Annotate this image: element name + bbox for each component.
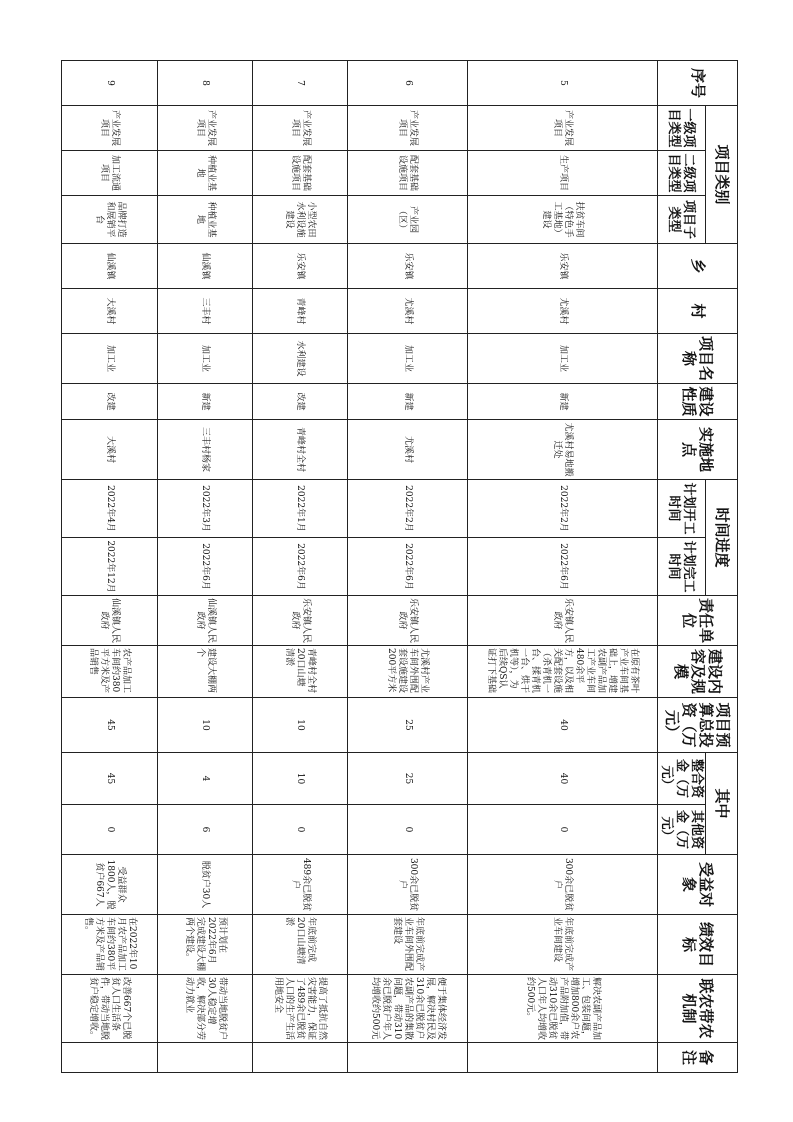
header-subtype: 项目子类型 [658,196,706,244]
cell-content: 在原有茶叶产业车间基础上，增建农副产品加工产业车间480余平方，以及相关配套设施（杀青机一台、揉青机一台、烘干机等），为后续QS认证打下基础 [468,646,658,698]
cell-mechanism: 改善667个已脱贫人口生活条件，带动当地脱贫户稳定增收。 [62,975,158,1043]
cell-township: 乐安镇 [468,244,658,289]
cell-level1: 产业发展项目 [348,106,468,151]
cell-beneficiary: 受益群众1800人，脱贫户667人 [62,855,158,915]
table-row [348,61,468,1073]
cell-build-nature: 新建 [468,384,658,420]
cell-mechanism: 提高了抵抗自然灾害能力，保证了489余已脱贫人口的生产生活用地安全 [253,975,348,1043]
cell-location: 大溪村 [62,420,158,480]
header-goal: 绩效目标 [658,915,738,975]
cell-mechanism: 带动当地脱贫户30人稳定增收，解决部分劳动力就业 [158,975,253,1043]
cell-build-nature: 新建 [158,384,253,420]
cell-level2: 加工流通项目 [62,151,158,196]
table-row [253,61,348,1073]
cell-township: 仙溪镇 [62,244,158,289]
header-start: 计划开工时间 [658,480,706,538]
header-seq: 序号 [658,61,738,106]
cell-other: 0 [253,805,348,855]
cell-responsible: 仙溪镇人民政府 [62,596,158,646]
header-mechanism: 联农带农机制 [658,975,738,1043]
cell-start: 2022年2月 [348,480,468,538]
cell-responsible: 乐安镇人民政府 [253,596,348,646]
project-table [61,60,738,1073]
cell-village: 尤溪村 [348,289,468,334]
cell-location: 尤溪村 [348,420,468,480]
cell-content: 尤溪村产业车间外围配套设施建设200平方米 [348,646,468,698]
cell-other: 6 [158,805,253,855]
cell-start: 2022年1月 [253,480,348,538]
cell-beneficiary: 489余已脱贫户 [253,855,348,915]
cell-seq: 9 [62,61,158,106]
header-remarks: 备注 [658,1043,738,1073]
cell-subtype: 扶贫车间（特色手工基地）建设 [468,196,658,244]
cell-goal: 年底前完成20口山塘清淤 [253,915,348,975]
header-level1: 一级项目类型 [658,106,706,151]
cell-build-nature: 改建 [62,384,158,420]
cell-seq: 8 [158,61,253,106]
header-of-which: 其中 [706,753,738,855]
cell-remarks [348,1043,468,1073]
cell-other: 0 [468,805,658,855]
header-schedule: 时间进度 [706,480,738,596]
cell-level1: 产业发展项目 [468,106,658,151]
cell-beneficiary: 300余已脱贫户 [348,855,468,915]
cell-subtype: 品牌打造和展销平台 [62,196,158,244]
cell-subtype: 种植业基地 [158,196,253,244]
cell-budget: 25 [348,698,468,753]
project-table-rotated [62,60,738,1072]
header-township: 乡 [658,244,738,289]
cell-project-name: 水利建设 [253,334,348,384]
cell-content: 建设大棚两个 [158,646,253,698]
cell-goal: 年底前完成产业车间外围配套建设 [348,915,468,975]
header-budget: 项目预算总投资（万元） [658,698,738,753]
cell-end: 2022年6月 [158,538,253,596]
cell-mechanism: 解决农副产品加工、包装问题，增加800余户农产品附加值，带动310余已脱贫人口年人均增收约500元。 [468,975,658,1043]
cell-township: 乐安镇 [348,244,468,289]
cell-responsible: 仙溪镇人民政府 [158,596,253,646]
cell-village: 大溪村 [62,289,158,334]
cell-start: 2022年2月 [468,480,658,538]
cell-budget: 45 [62,698,158,753]
cell-remarks [468,1043,658,1073]
cell-build-nature: 新建 [348,384,468,420]
table-row [62,61,158,1073]
cell-project-name: 加工业 [158,334,253,384]
table-row [468,61,658,1073]
cell-project-name: 加工业 [62,334,158,384]
header-integrated: 整合资金（万元） [658,753,706,805]
header-responsible: 责任单位 [658,596,738,646]
cell-village: 青峰村 [253,289,348,334]
cell-integrated: 45 [62,753,158,805]
cell-level1: 产业发展项目 [158,106,253,151]
header-location: 实施地点 [658,420,738,480]
cell-project-name: 加工业 [348,334,468,384]
cell-budget: 10 [253,698,348,753]
cell-goal: 在2022年10月农产品加工车间约380平方米及产品销售。 [62,915,158,975]
header-content: 建设内容及规模 [658,646,738,698]
cell-beneficiary: 300余已脱贫户 [468,855,658,915]
cell-level1: 产业发展项目 [62,106,158,151]
cell-location: 尤溪村易地搬迁处 [468,420,658,480]
cell-beneficiary: 脱贫户30人 [158,855,253,915]
cell-mechanism: 便于集体经济发展，解决村民及310余已脱贫户农副产品的集散问题，带动310余已脱贫户年人均增收约500元 [348,975,468,1043]
cell-start: 2022年4月 [62,480,158,538]
cell-township: 仙溪镇 [158,244,253,289]
cell-budget: 40 [468,698,658,753]
cell-goal: 年底前完成产业车间建设 [468,915,658,975]
header-beneficiary: 受益对象 [658,855,738,915]
cell-content: 青峰村全村20口山塘清淤 [253,646,348,698]
header-project-name: 项目名称 [658,334,738,384]
cell-seq: 5 [468,61,658,106]
cell-location: 三丰村杨家 [158,420,253,480]
cell-other: 0 [62,805,158,855]
cell-other: 0 [348,805,468,855]
cell-level2: 生产项目 [468,151,658,196]
cell-goal: 预计划在2022年6月完成建设大棚两个建设。 [158,915,253,975]
cell-village: 尤溪村 [468,289,658,334]
cell-remarks [158,1043,253,1073]
cell-integrated: 10 [253,753,348,805]
cell-project-name: 加工业 [468,334,658,384]
cell-remarks [253,1043,348,1073]
cell-subtype: 小型农田水利设施建设 [253,196,348,244]
header-level2: 二级项目类型 [658,151,706,196]
cell-integrated: 25 [348,753,468,805]
cell-responsible: 乐安镇人民政府 [468,596,658,646]
cell-level2: 配套基础设施项目 [348,151,468,196]
cell-village: 三丰村 [158,289,253,334]
cell-location: 青峰村全村 [253,420,348,480]
cell-end: 2022年12月 [62,538,158,596]
cell-level1: 产业发展项目 [253,106,348,151]
cell-start: 2022年3月 [158,480,253,538]
cell-subtype: 产业园（区） [348,196,468,244]
cell-end: 2022年6月 [468,538,658,596]
cell-seq: 7 [253,61,348,106]
cell-remarks [62,1043,158,1073]
cell-level2: 配套基础设施项目 [253,151,348,196]
cell-level2: 种植业基地 [158,151,253,196]
cell-township: 乐安镇 [253,244,348,289]
header-village: 村 [658,289,738,334]
cell-content: 农产品加工车间约380平方米及产品销售 [62,646,158,698]
cell-integrated: 4 [158,753,253,805]
cell-build-nature: 改建 [253,384,348,420]
header-other: 其他资金（万元） [658,805,706,855]
cell-integrated: 40 [468,753,658,805]
cell-seq: 6 [348,61,468,106]
header-project-category: 项目类别 [706,106,738,244]
cell-responsible: 乐安镇人民政府 [348,596,468,646]
cell-end: 2022年6月 [253,538,348,596]
cell-end: 2022年6月 [348,538,468,596]
table-row [158,61,253,1073]
header-end: 计划完工时间 [658,538,706,596]
cell-budget: 10 [158,698,253,753]
header-build-nature: 建设性质 [658,384,738,420]
